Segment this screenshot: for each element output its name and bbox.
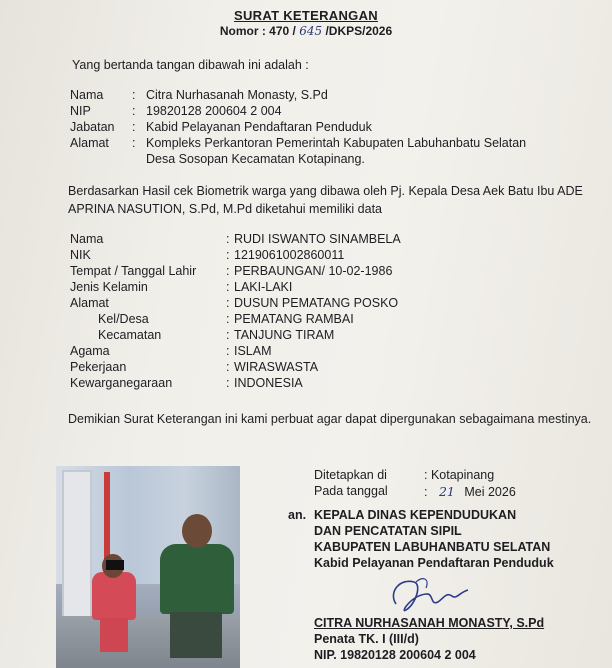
signer-label-nama: Nama bbox=[70, 88, 104, 102]
issued-date-colon: : bbox=[424, 485, 428, 499]
resident-colon: : bbox=[226, 232, 230, 246]
signer-colon: : bbox=[132, 88, 136, 102]
nomor-prefix: Nomor : 470 / bbox=[219, 24, 296, 38]
signer-value-alamat: Kompleks Perkantoran Pemerintah Kabupaten Labuhanbatu Selatan bbox=[146, 136, 527, 150]
issued-date-rest: Mei 2026 bbox=[464, 485, 516, 499]
handwritten-signature bbox=[386, 574, 476, 618]
signature-rank: Penata TK. I (III/d) bbox=[314, 632, 419, 646]
signature-nip: NIP. 19820128 200604 2 004 bbox=[314, 648, 476, 662]
photo-door bbox=[62, 470, 92, 624]
resident-colon: : bbox=[226, 264, 230, 278]
resident-label-ttl: Tempat / Tanggal Lahir bbox=[70, 264, 197, 278]
issued-place-value: : Kotapinang bbox=[424, 468, 495, 482]
resident-colon: : bbox=[226, 280, 230, 294]
document-number bbox=[0, 24, 612, 38]
resident-colon: : bbox=[226, 328, 230, 342]
signer-colon: : bbox=[132, 120, 136, 134]
authority-an: an. bbox=[288, 508, 307, 522]
basis-paragraph-line2: APRINA NASUTION, S.Pd, M.Pd diketahui memiliki data bbox=[68, 202, 382, 216]
signer-label-alamat: Alamat bbox=[70, 136, 109, 150]
nomor-suffix: /DKPS/2026 bbox=[325, 24, 393, 38]
issued-place-label: Ditetapkan di bbox=[314, 468, 387, 482]
resident-value-alamat: DUSUN PEMATANG POSKO bbox=[234, 296, 399, 310]
resident-colon: : bbox=[226, 312, 230, 326]
signer-value-nama: Citra Nurhasanah Monasty, S.Pd bbox=[146, 88, 328, 102]
resident-label-kewarganegaraan: Kewarganegaraan bbox=[70, 376, 173, 390]
resident-value-jenis-kelamin: LAKI-LAKI bbox=[234, 280, 293, 294]
resident-colon: : bbox=[226, 344, 230, 358]
resident-colon: : bbox=[226, 248, 230, 262]
issued-date-day: 21 bbox=[438, 484, 455, 499]
resident-colon: : bbox=[226, 296, 230, 310]
signer-value-nip: 19820128 200604 2 004 bbox=[146, 104, 282, 118]
resident-label-pekerjaan: Pekerjaan bbox=[70, 360, 127, 374]
photo-child-legs bbox=[100, 618, 128, 652]
photo-child-body bbox=[92, 572, 136, 620]
resident-value-ttl: PERBAUNGAN/ 10-02-1986 bbox=[234, 264, 393, 278]
authority-line2: DAN PENCATATAN SIPIL bbox=[314, 524, 462, 538]
document-title: SURAT KETERANGAN bbox=[234, 8, 378, 23]
authority-line3: KABUPATEN LABUHANBATU SELATAN bbox=[314, 540, 551, 554]
signer-label-nip: NIP bbox=[70, 104, 91, 118]
resident-label-nama: Nama bbox=[70, 232, 104, 246]
nomor-handwritten: 645 bbox=[299, 24, 323, 38]
resident-photo bbox=[56, 466, 240, 668]
resident-label-kel-desa: Kel/Desa bbox=[98, 312, 149, 326]
photo-censor-bar bbox=[106, 560, 124, 570]
signer-colon: : bbox=[132, 136, 136, 150]
basis-paragraph-line1: Berdasarkan Hasil cek Biometrik warga yang dibawa oleh Pj. Kepala Desa Aek Batu Ibu ADE bbox=[68, 184, 583, 198]
resident-value-pekerjaan: WIRASWASTA bbox=[234, 360, 319, 374]
signer-colon: : bbox=[132, 104, 136, 118]
signature-name: CITRA NURHASANAH MONASTY, S.Pd bbox=[314, 616, 545, 630]
resident-label-nik: NIK bbox=[70, 248, 91, 262]
resident-value-nama: RUDI ISWANTO SINAMBELA bbox=[234, 232, 401, 246]
resident-label-alamat: Alamat bbox=[70, 296, 109, 310]
resident-value-agama: ISLAM bbox=[234, 344, 272, 358]
resident-value-kewarganegaraan: INDONESIA bbox=[234, 376, 303, 390]
resident-label-jenis-kelamin: Jenis Kelamin bbox=[70, 280, 148, 294]
resident-value-kel-desa: PEMATANG RAMBAI bbox=[234, 312, 354, 326]
issued-date bbox=[424, 484, 516, 499]
closing-paragraph: Demikian Surat Keterangan ini kami perbuat agar dapat dipergunakan sebagaimana mestinya. bbox=[68, 412, 592, 426]
photo-man-head bbox=[182, 514, 212, 548]
issued-date-label: Pada tanggal bbox=[314, 484, 388, 498]
photo-man-legs bbox=[170, 612, 222, 658]
resident-label-agama: Agama bbox=[70, 344, 110, 358]
resident-label-kecamatan: Kecamatan bbox=[98, 328, 162, 342]
authority-line1: KEPALA DINAS KEPENDUDUKAN bbox=[314, 508, 517, 522]
resident-colon: : bbox=[226, 360, 230, 374]
signer-label-jabatan: Jabatan bbox=[70, 120, 115, 134]
photo-man-body bbox=[160, 544, 234, 614]
signer-address-line2: Desa Sosopan Kecamatan Kotapinang. bbox=[146, 152, 365, 166]
resident-colon: : bbox=[226, 376, 230, 390]
resident-value-kecamatan: TANJUNG TIRAM bbox=[234, 328, 335, 342]
resident-value-nik: 1219061002860011 bbox=[234, 248, 345, 262]
signer-value-jabatan: Kabid Pelayanan Pendaftaran Penduduk bbox=[146, 120, 372, 134]
authority-line4: Kabid Pelayanan Pendaftaran Penduduk bbox=[314, 556, 554, 570]
intro-text: Yang bertanda tangan dibawah ini adalah : bbox=[72, 58, 309, 72]
